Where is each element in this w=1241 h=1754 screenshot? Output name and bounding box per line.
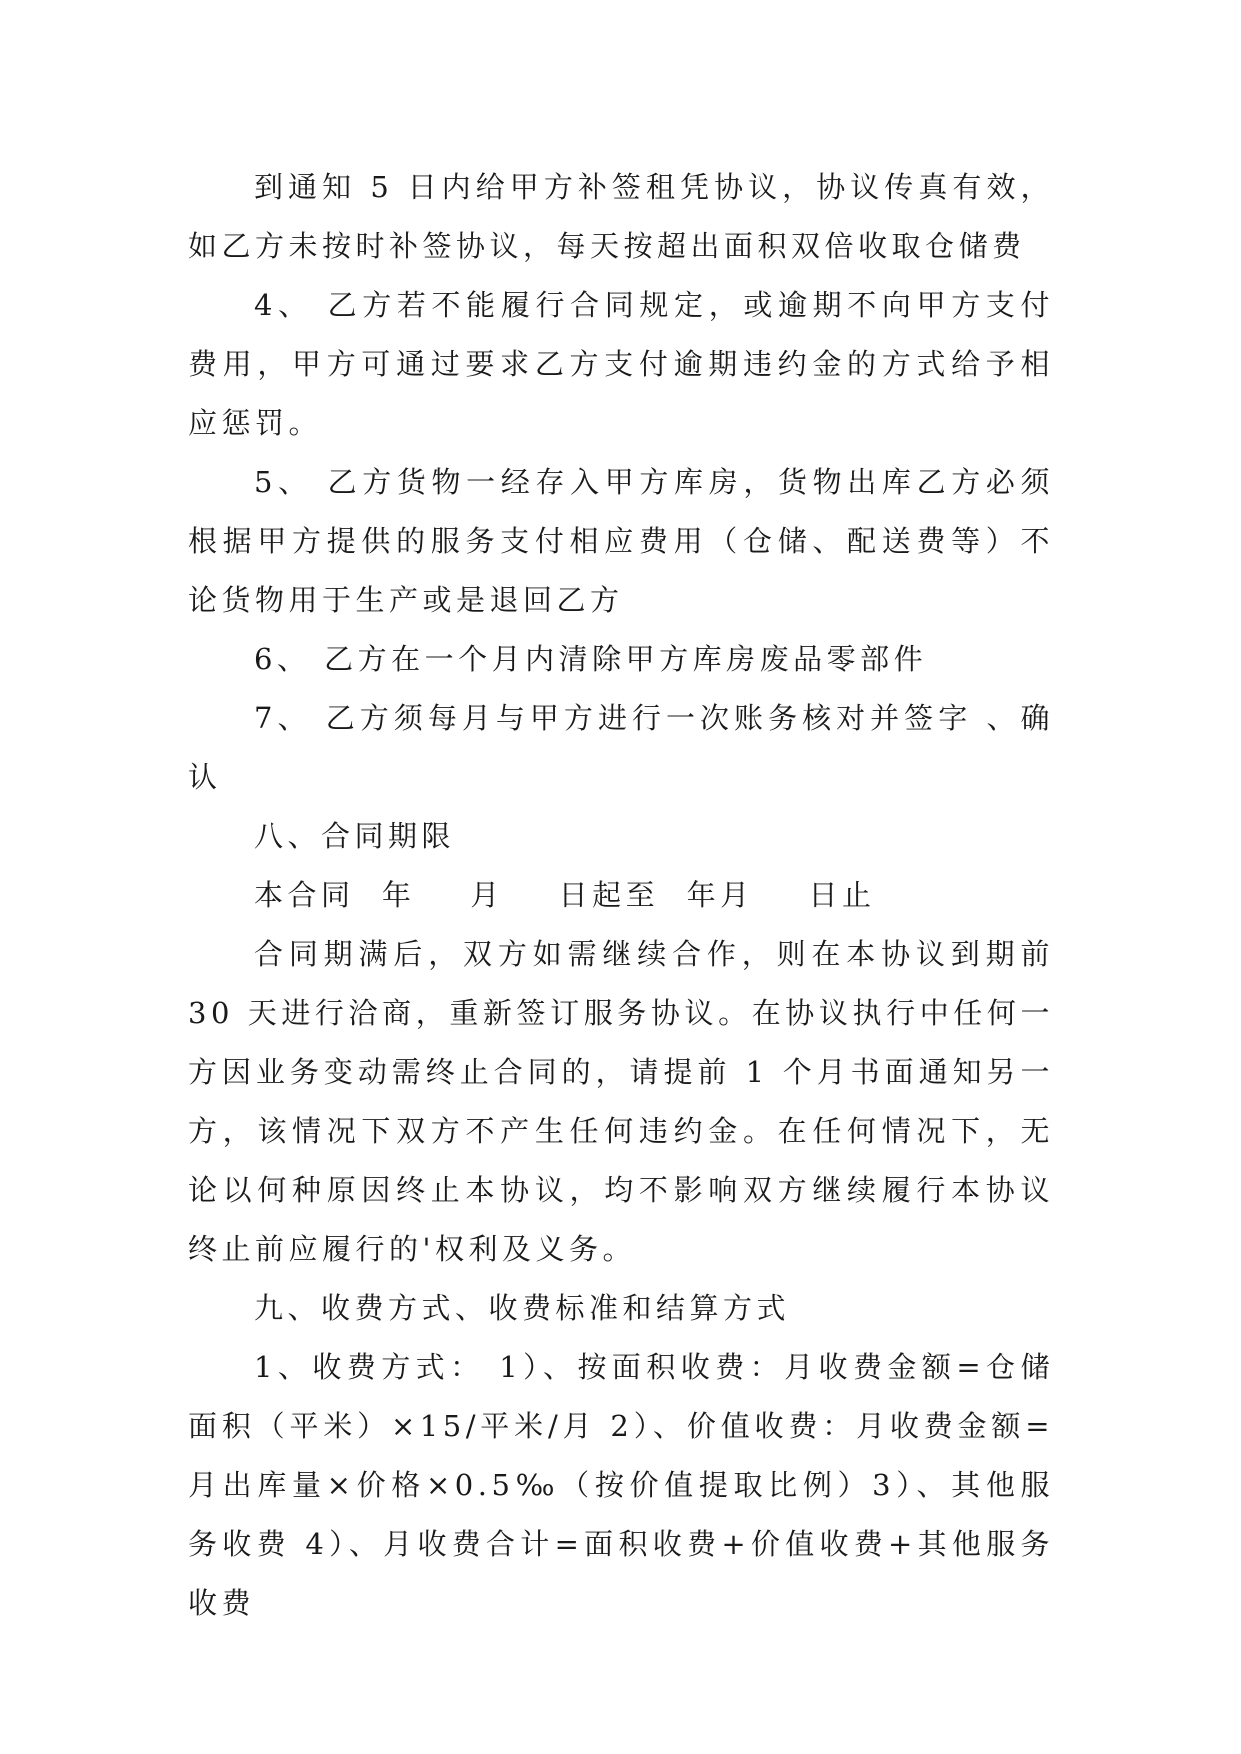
- paragraph-clause-6: 6、 乙方在一个月内清除甲方库房废品零部件: [254, 642, 928, 676]
- section-heading-fees: 九、收费方式、收费标准和结算方式: [254, 1291, 791, 1325]
- paragraph-contract-dates: 本合同 年 月 日起至 年月 日止: [254, 878, 876, 912]
- paragraph-clause-4: 4、 乙方若不能履行合同规定，或逾期不向甲方支付费用，甲方可通过要求乙方支付逾期违约金的方式给予相应惩罚。: [188, 288, 1054, 440]
- paragraph-renewal-termination: 合同期满后，双方如需继续合作，则在本协议到期前 30 天进行洽商，重新签订服务协议。在协议执行中任何一方因业务变动需终止合同的，请提前 1 个月书面通知另一方，该情况下双方不产生任何违约金。在任何情况下，无论以何种原因终止本协议，均不影响双方继续履行本协议终止前应履行的'权利及义务。: [188, 937, 1054, 1266]
- paragraph-supplement-agreement: 到通知 5 日内给甲方补签租凭协议，协议传真有效，如乙方未按时补签协议，每天按超出面积双倍收取仓储费: [188, 170, 1054, 263]
- paragraph-clause-7: 7、 乙方须每月与甲方进行一次账务核对并签字 、确认: [188, 701, 1054, 794]
- paragraph-fee-method: 1、收费方式： 1）、按面积收费：月收费金额=仓储面积（平米）×15/平米/月 2）、价值收费：月收费金额=月出库量×价格×0.5‰（按价值提取比例）3）、其他服务收费 4）、月收费合计=面积收费+价值收费+其他服务收费: [188, 1350, 1054, 1620]
- document-body: [188, 158, 1054, 1633]
- paragraph-clause-5: 5、 乙方货物一经存入甲方库房，货物出库乙方必须根据甲方提供的服务支付相应费用（仓储、配送费等）不论货物用于生产或是退回乙方: [188, 465, 1054, 617]
- section-heading-contract-term: 八、合同期限: [254, 819, 456, 853]
